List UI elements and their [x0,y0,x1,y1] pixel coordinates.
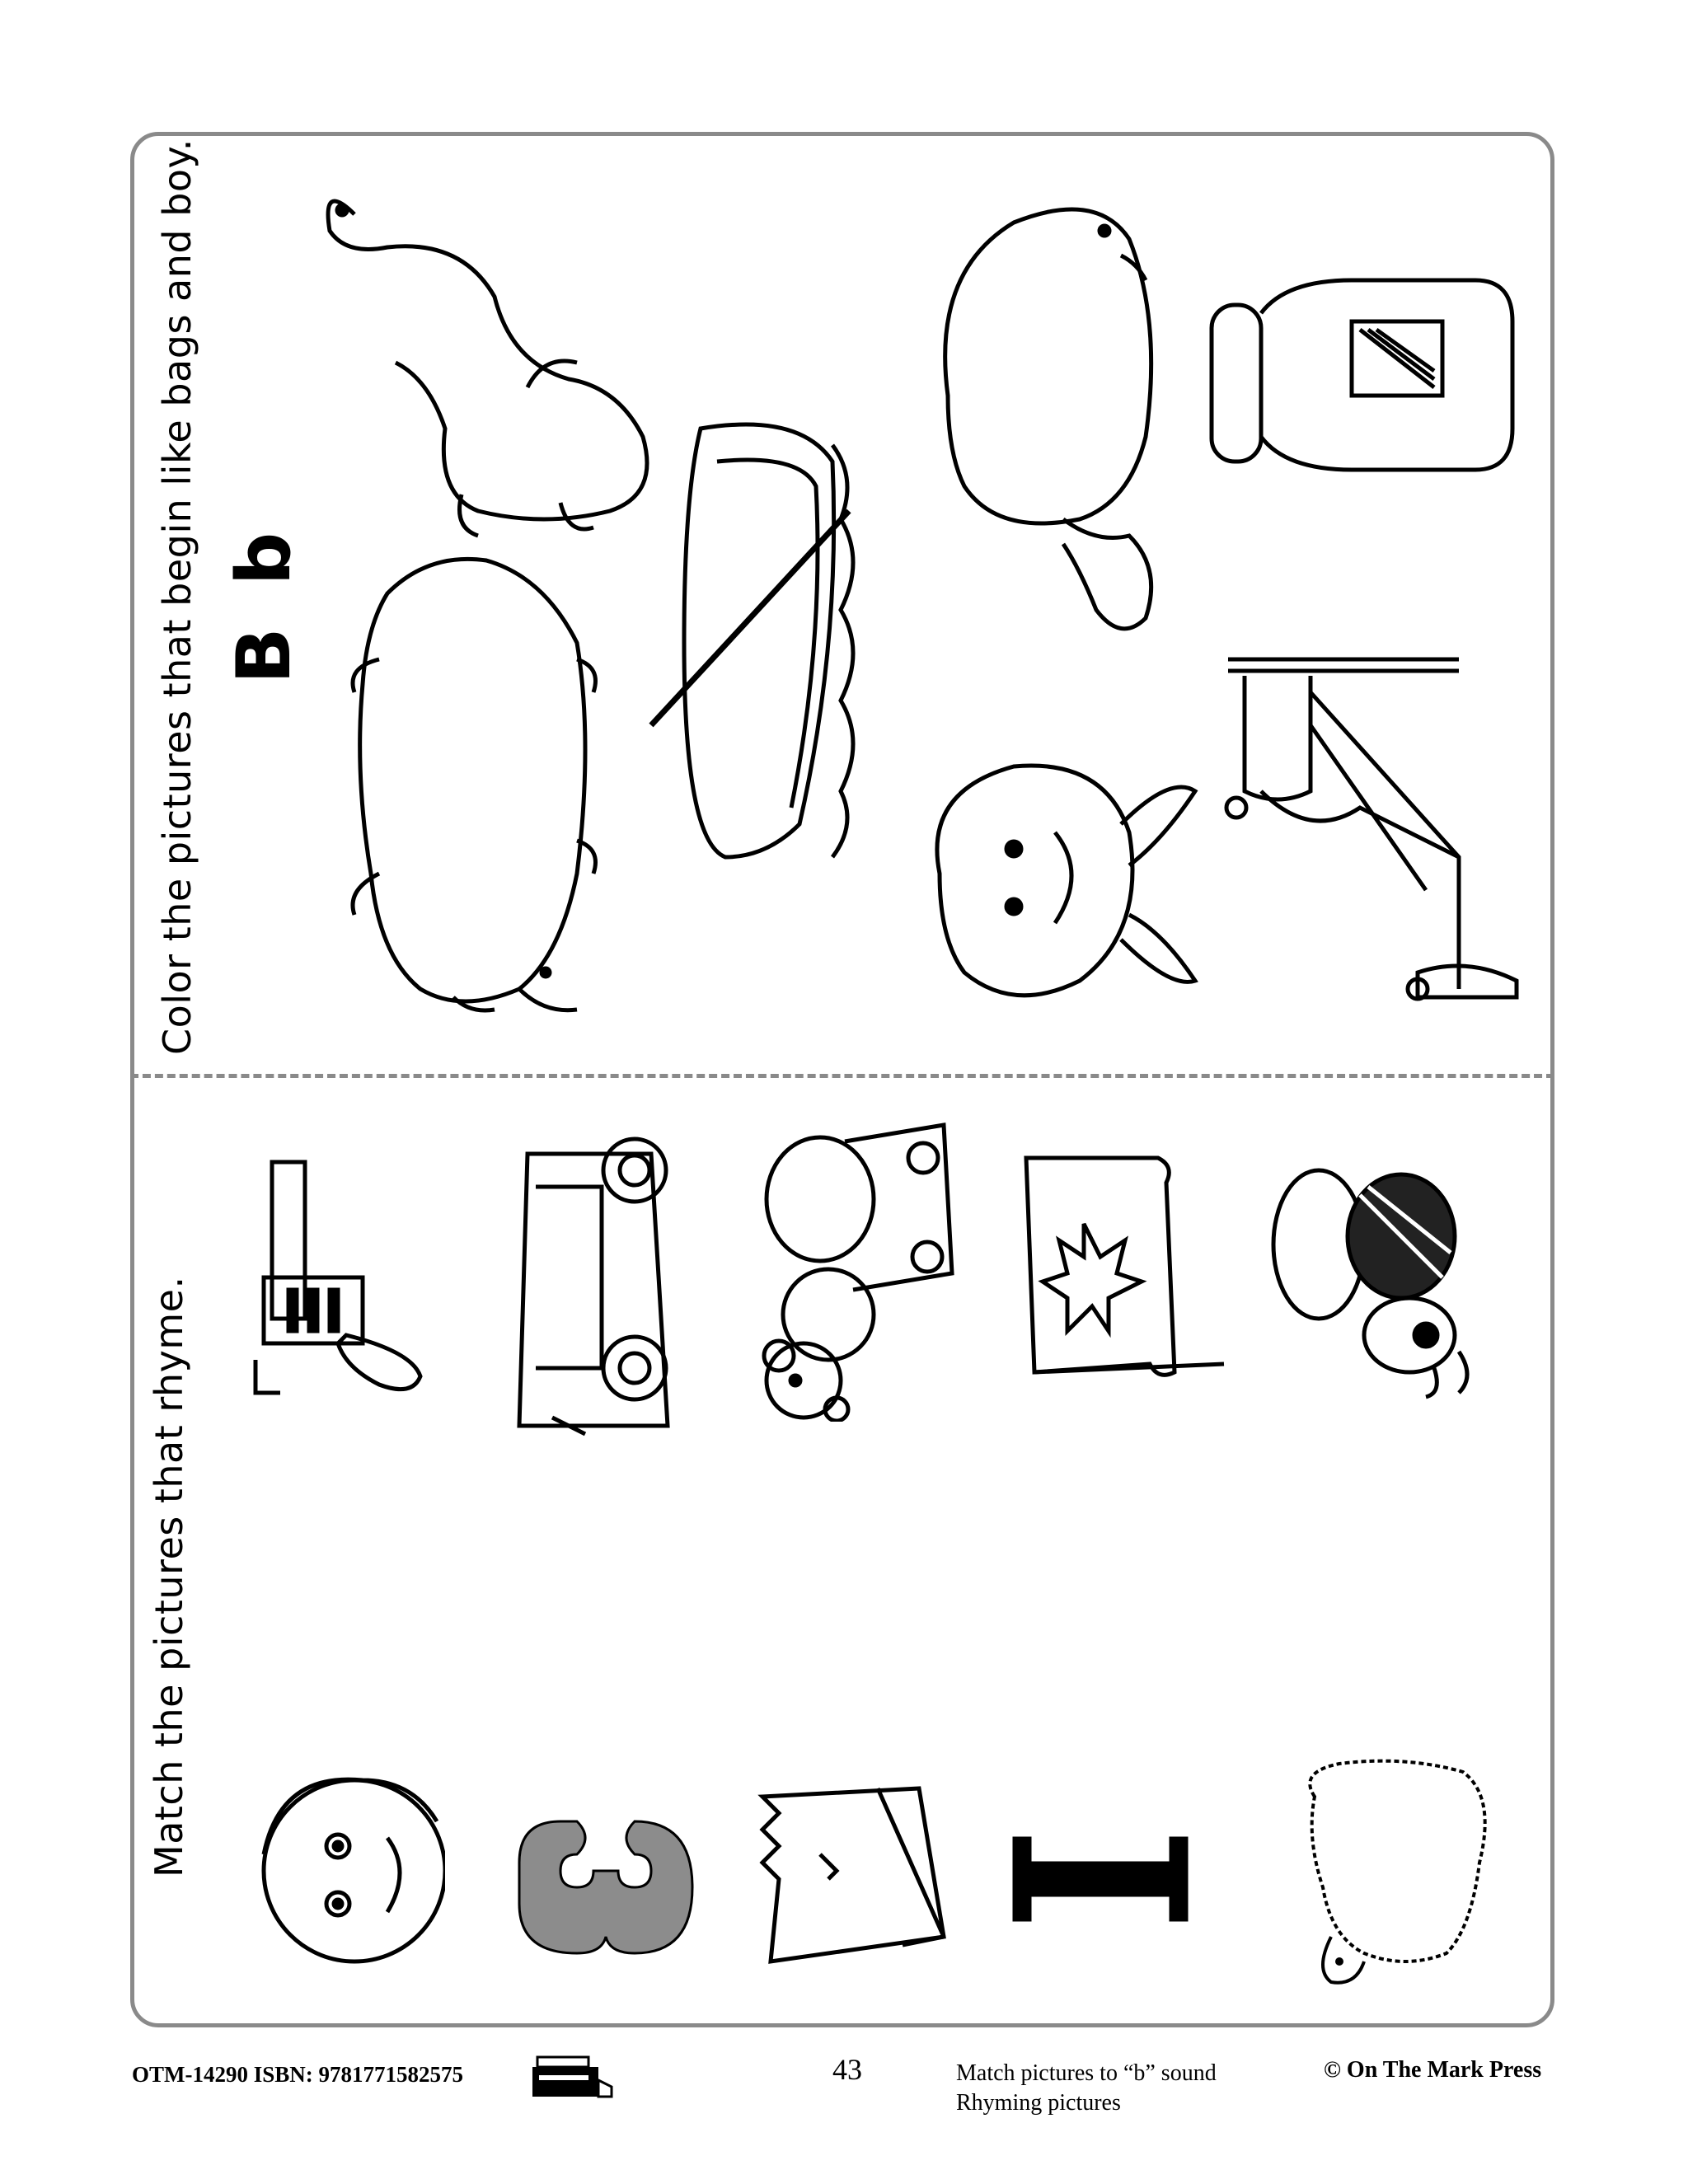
bee-icon [1269,1162,1475,1401]
dashed-divider [130,1074,1554,1078]
sheep-icon [1282,1747,1504,1986]
isbn-code: OTM-14290 ISBN: 9781771582575 [132,2062,464,2087]
page-number: 43 [832,2053,862,2086]
girl-icon [890,742,1203,1022]
dinosaur-icon [297,165,659,544]
number-one-icon [1006,1830,1195,1929]
jeep-icon [503,1121,676,1442]
beaver-icon [915,190,1179,651]
topic-line-2: Rhyming pictures [956,2090,1121,2116]
page-footer [0,2052,1688,2151]
copyright: © On The Mark Press [1324,2057,1542,2083]
copier-icon [531,2055,613,2098]
bench-icon [1212,643,1533,1005]
bottom-instruction: Match the pictures that rhyme. [147,1276,191,1877]
toys-icon [754,1108,960,1422]
top-instruction: Color the pictures that begin like bags and boy. [155,138,199,1055]
boat-icon [635,396,882,890]
topic-line-1: Match pictures to “b” sound [956,2060,1217,2086]
paper-bag-icon [754,1772,952,1970]
toy-gun-icon [247,1154,437,1401]
boy-face-icon [247,1755,445,1978]
flag-icon [1010,1150,1232,1397]
number-three-icon [511,1813,701,1961]
bear-icon [330,527,610,1022]
jar-icon [1203,272,1525,478]
letter-heading: B b [221,523,307,684]
